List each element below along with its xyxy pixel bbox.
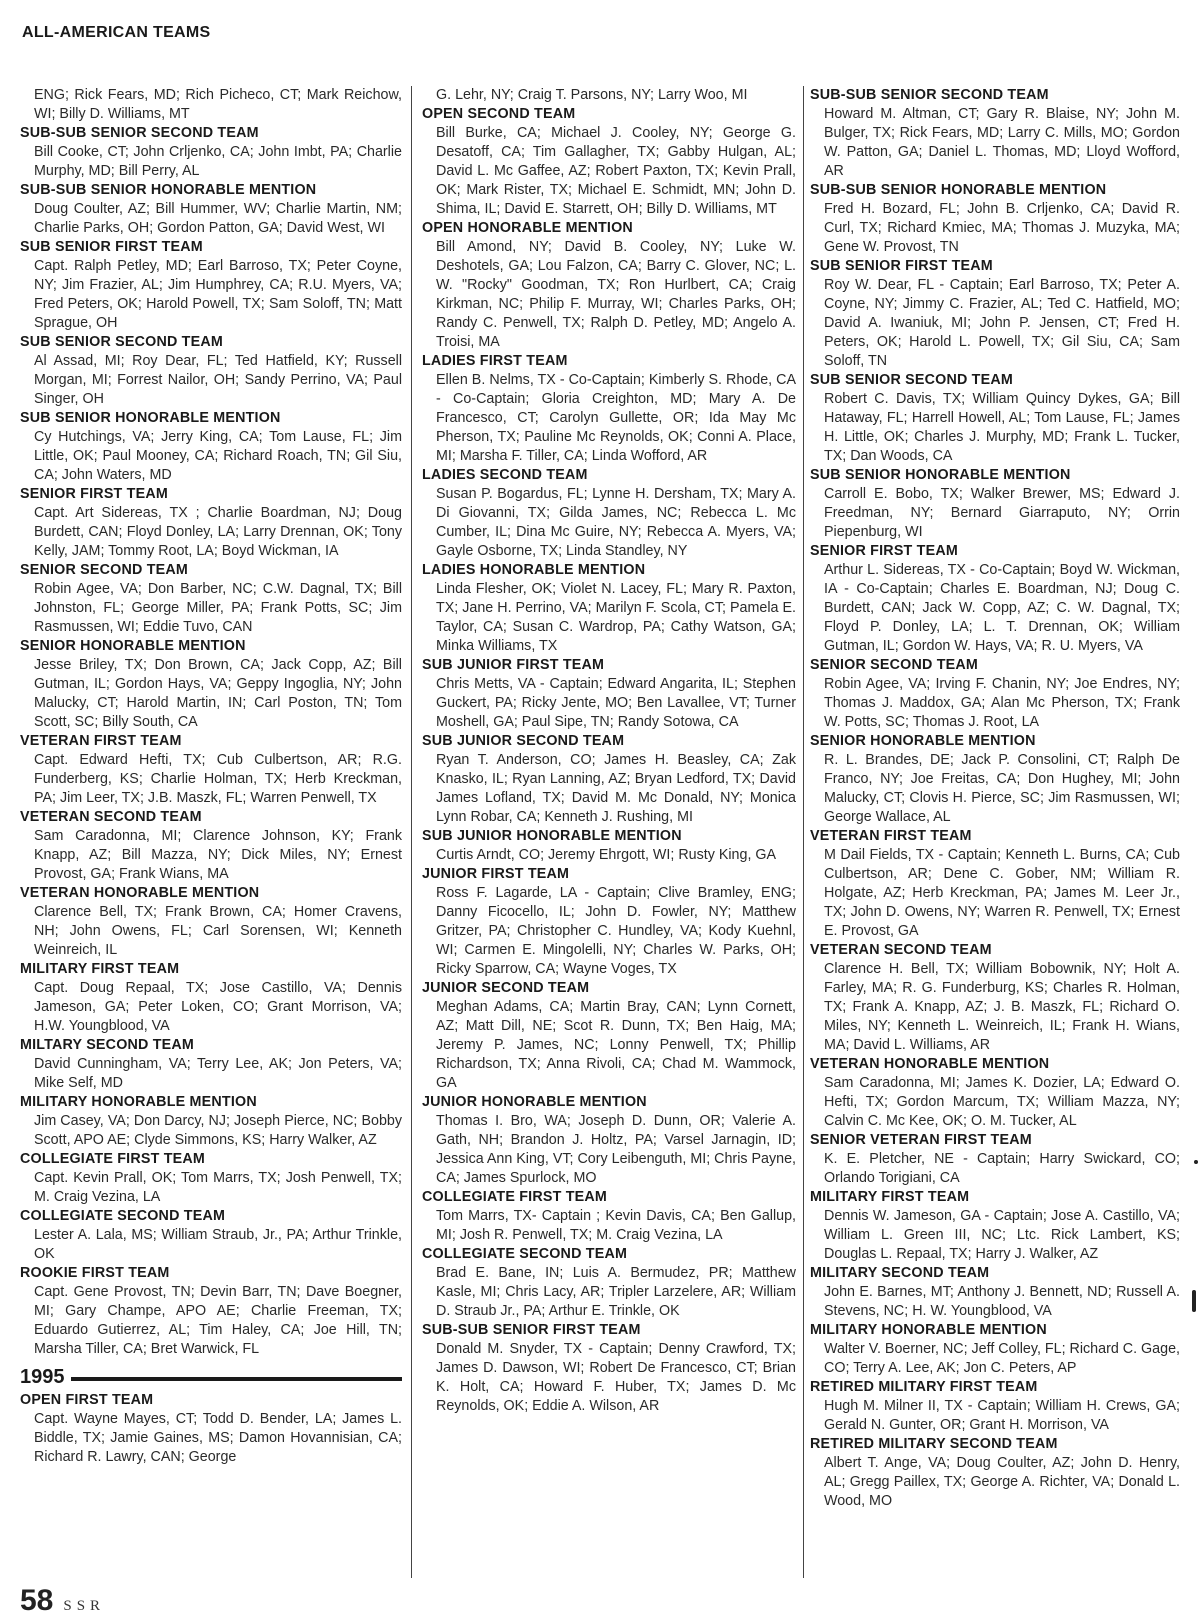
team-roster: Fred H. Bozard, FL; John B. Crljenko, CA; David R. Curl, TX; Richard Kmiec, MA; Thomas J. Muzyka, MA; Gene W. Provost, TN xyxy=(824,201,1180,255)
team-section xyxy=(422,1245,796,1321)
year-rule xyxy=(71,1377,403,1381)
team-roster: Brad E. Bane, IN; Luis A. Bermudez, PR; Matthew Kasle, MI; Chris Lacy, AR; Tripler Larzelere, AR; William D. Straub Jr., PA; Arthur E. Trinkle, OK xyxy=(436,1265,796,1319)
column-divider xyxy=(411,86,412,1578)
team-roster: Capt. Art Sidereas, TX ; Charlie Boardman, NJ; Doug Burdett, CAN; Floyd Donley, LA; Larry Drennan, OK; Tony Kelly, JAM; Tommy Root, LA; Boyd Wickman, IA xyxy=(34,505,402,559)
team-section xyxy=(810,827,1180,941)
team-section xyxy=(422,1188,796,1245)
team-heading: SUB SENIOR FIRST TEAM xyxy=(810,258,993,274)
team-heading: JUNIOR SECOND TEAM xyxy=(422,980,590,996)
team-heading: SENIOR FIRST TEAM xyxy=(20,486,168,502)
edge-mark xyxy=(1194,1160,1198,1164)
team-heading: VETERAN FIRST TEAM xyxy=(810,828,972,844)
team-heading: SUB-SUB SENIOR HONORABLE MENTION xyxy=(810,182,1107,198)
team-roster: Robin Agee, VA; Don Barber, NC; C.W. Dagnal, TX; Bill Johnston, FL; George Miller, PA; Frank Potts, SC; Jim Rasmussen, WI; Eddie Tuvo, CAN xyxy=(34,581,402,635)
team-heading: SENIOR HONORABLE MENTION xyxy=(20,638,246,654)
team-section xyxy=(810,181,1180,257)
column-divider xyxy=(803,86,804,1578)
team-roster: Thomas I. Bro, WA; Joseph D. Dunn, OR; Valerie A. Gath, NH; Brandon J. Holtz, PA; Varsel Jarnagin, ID; Jessica Ann King, VT; Cory Leibenguth, MI; Chris Payne, CA; James Spurlock, MO xyxy=(436,1113,796,1186)
team-roster: Arthur L. Sidereas, TX - Co-Captain; Boyd W. Wickman, IA - Co-Captain; Charles E. Boardman, NJ; Doug C. Burdett, CAN; Jack W. Copp, AZ; C. W. Dagnal, TX; Floyd P. Donley, LA; L. T. Drennan, OK; William Gutman, IL; Gordon W. Hays, VA; R. U. Myers, VA xyxy=(824,562,1180,654)
team-heading: MILTARY SECOND TEAM xyxy=(20,1037,195,1053)
team-roster: Capt. Doug Repaal, TX; Jose Castillo, VA; Dennis Jameson, GA; Peter Loken, CO; Grant Morrison, VA; H.W. Youngblood, VA xyxy=(34,980,402,1034)
team-roster: Bill Burke, CA; Michael J. Cooley, NY; George G. Desatoff, CA; Tim Gallagher, TX; Gabby Hulgan, AL; David L. Mc Gaffee, AZ; Robert Paxton, TX; Kevin Prall, OK; Mark Rister, TX; Michael E. Schmidt, MN; John D. Shima, IL; David E. Starrett, OH; Billy D. Williams, MT xyxy=(436,125,796,217)
team-heading: MILITARY FIRST TEAM xyxy=(810,1189,970,1205)
team-heading: MILITARY HONORABLE MENTION xyxy=(810,1322,1047,1338)
team-heading: VETERAN HONORABLE MENTION xyxy=(810,1056,1050,1072)
team-roster: Bill Amond, NY; David B. Cooley, NY; Luke W. Deshotels, GA; Lou Falzon, CA; Barry C. Glover, NC; L. W. "Rocky" Goodman, TX; Ron Hurlbert, CA; Craig Kirkman, NC; Philip F. Murray, WI; Charles Parks, OH; Randy C. Penwell, TX; Ralph D. Petley, MD; Angelo A. Troisi, MA xyxy=(436,239,796,350)
team-section xyxy=(422,105,796,219)
team-roster: Tom Marrs, TX- Captain ; Kevin Davis, CA; Ben Gallup, MI; Josh R. Penwell, TX; M. Craig Vezina, LA xyxy=(436,1208,796,1243)
team-roster: Lester A. Lala, MS; William Straub, Jr., PA; Arthur Trinkle, OK xyxy=(34,1227,402,1262)
team-heading: SENIOR VETERAN FIRST TEAM xyxy=(810,1132,1032,1148)
team-section xyxy=(20,181,402,238)
team-section xyxy=(422,219,796,352)
team-section xyxy=(422,865,796,979)
team-roster: Capt. Ralph Petley, MD; Earl Barroso, TX; Peter Coyne, NY; Jim Frazier, AL; Jim Humphrey, CA; R.U. Myers, VA; Fred Peters, OK; Harold Powell, TX; Sam Soloff, TN; Matt Sprague, OH xyxy=(34,258,402,331)
team-heading: SENIOR FIRST TEAM xyxy=(810,543,958,559)
team-roster: Walter V. Boerner, NC; Jeff Colley, FL; Richard C. Gage, CO; Terry A. Lee, AK; Jon C. Peters, AP xyxy=(824,1341,1180,1376)
team-heading: SENIOR HONORABLE MENTION xyxy=(810,733,1036,749)
team-section xyxy=(422,1093,796,1188)
team-roster: Dennis W. Jameson, GA - Captain; Jose A. Castillo, VA; William L. Green III, NC; Ltc. Rick Lambert, KS; Douglas L. Repaal, TX; Harry J. Walker, AZ xyxy=(824,1208,1180,1262)
team-section xyxy=(810,1055,1180,1131)
team-roster: Doug Coulter, AZ; Bill Hummer, WV; Charlie Martin, NM; Charlie Parks, OH; Gordon Patton, GA; David West, WI xyxy=(34,201,402,236)
team-section xyxy=(810,1378,1180,1435)
team-roster: Capt. Wayne Mayes, CT; Todd D. Bender, LA; James L. Biddle, TX; Jamie Gaines, MS; Damon Hovannisian, CA; Richard R. Lawry, CAN; George xyxy=(34,1411,402,1465)
team-section xyxy=(422,827,796,865)
team-heading: COLLEGIATE FIRST TEAM xyxy=(422,1189,608,1205)
team-roster: Cy Hutchings, VA; Jerry King, CA; Tom Lause, FL; Jim Little, OK; Paul Mooney, CA; Richard Roach, TN; Gil Siu, CA; John Waters, MD xyxy=(34,429,402,483)
team-section xyxy=(422,979,796,1093)
team-heading: SUB SENIOR SECOND TEAM xyxy=(810,372,1013,388)
team-roster: Clarence H. Bell, TX; William Bobownik, NY; Holt A. Farley, MA; R. G. Funderburg, KS; Charles R. Holman, TX; Frank A. Knapp, AZ; J. B. Maszk, FL; Richard O. Miles, NY; Kenneth L. Weinreich, IL; Frank H. Wians, MA; David L. Williams, AR xyxy=(824,961,1180,1053)
team-section xyxy=(20,1036,402,1093)
team-heading: OPEN SECOND TEAM xyxy=(422,106,576,122)
team-heading: SUB SENIOR HONORABLE MENTION xyxy=(20,410,281,426)
team-section xyxy=(20,1207,402,1264)
team-section xyxy=(810,656,1180,732)
team-heading: LADIES FIRST TEAM xyxy=(422,353,568,369)
team-section xyxy=(422,561,796,656)
team-section xyxy=(20,409,402,485)
column-2 xyxy=(422,86,796,1584)
team-section xyxy=(810,86,1180,181)
team-section xyxy=(20,884,402,960)
team-section xyxy=(422,86,796,105)
team-heading: RETIRED MILITARY SECOND TEAM xyxy=(810,1436,1058,1452)
team-section xyxy=(20,485,402,561)
team-roster: Capt. Kevin Prall, OK; Tom Marrs, TX; Josh Penwell, TX; M. Craig Vezina, LA xyxy=(34,1170,402,1205)
team-section xyxy=(810,1264,1180,1321)
team-heading: SUB JUNIOR SECOND TEAM xyxy=(422,733,625,749)
team-section xyxy=(810,371,1180,466)
team-roster: Ellen B. Nelms, TX - Co-Captain; Kimberly S. Rhode, CA - Co-Captain; Gloria Creighton, MD; Mary A. De Francesco, CT; Carolyn Gullette, OR; Ida May Mc Pherson, TX; Pauline Mc Reynolds, OK; Conni A. Place, MI; Marsha F. Tiller, CA; Linda Wofford, AR xyxy=(436,372,796,464)
team-section xyxy=(810,732,1180,827)
team-roster: David Cunningham, VA; Terry Lee, AK; Jon Peters, VA; Mike Self, MD xyxy=(34,1056,402,1091)
team-heading: COLLEGIATE SECOND TEAM xyxy=(20,1208,226,1224)
team-section xyxy=(810,1435,1180,1511)
team-section xyxy=(20,960,402,1036)
team-section xyxy=(20,1264,402,1359)
team-roster: Donald M. Snyder, TX - Captain; Denny Crawford, TX; James D. Dawson, WI; Robert De Francesco, CT; Brian K. Holt, CA; Howard F. Huber, TX; James D. Mc Reynolds, OK; Eddie A. Wilson, AR xyxy=(436,1341,796,1414)
team-roster: Howard M. Altman, CT; Gary R. Blaise, NY; John M. Bulger, TX; Rick Fears, MD; Larry C. Mills, MO; Gordon W. Patton, GA; Daniel L. Thomas, MD; Lloyd Wofford, AR xyxy=(824,106,1180,179)
team-roster: G. Lehr, NY; Craig T. Parsons, NY; Larry Woo, MI xyxy=(436,87,748,103)
team-heading: SENIOR SECOND TEAM xyxy=(20,562,189,578)
team-section xyxy=(20,1391,402,1467)
team-roster: Ryan T. Anderson, CO; James H. Beasley, CA; Zak Knasko, IL; Ryan Lanning, AZ; Bryan Ledford, TX; David James Lofland, TX; David M. Mc Donald, NY; Monica Lynn Robar, CA; Kenneth J. Rushing, MI xyxy=(436,752,796,825)
column-3 xyxy=(810,86,1180,1584)
team-section xyxy=(20,86,402,124)
team-roster: R. L. Brandes, DE; Jack P. Consolini, CT; Ralph De Franco, NY; Joe Freitas, CA; Don Hughey, MI; John Malucky, CT; Clovis H. Pierce, SC; Jim Rasmussen, WI; George Wallace, AL xyxy=(824,752,1180,825)
page-footer xyxy=(20,1584,105,1618)
team-section xyxy=(20,808,402,884)
team-heading: ROOKIE FIRST TEAM xyxy=(20,1265,170,1281)
team-section xyxy=(422,1321,796,1416)
team-heading: VETERAN FIRST TEAM xyxy=(20,733,182,749)
team-section xyxy=(20,124,402,181)
team-section xyxy=(20,561,402,637)
team-heading: JUNIOR FIRST TEAM xyxy=(422,866,570,882)
edge-mark xyxy=(1192,1290,1196,1312)
team-section xyxy=(20,1150,402,1207)
team-roster: M Dail Fields, TX - Captain; Kenneth L. Burns, CA; Cub Culbertson, AR; Dene C. Gober, NM; William R. Holgate, AZ; Herb Kreckman, PA; James M. Leer Jr., TX; John D. Owens, NY; Warren R. Penwell, TX; Ernest E. Provost, GA xyxy=(824,847,1180,939)
team-section xyxy=(810,1321,1180,1378)
team-heading: OPEN HONORABLE MENTION xyxy=(422,220,633,236)
team-roster: Robin Agee, VA; Irving F. Chanin, NY; Joe Endres, NY; Thomas J. Maddox, GA; Alan Mc Pherson, TX; Frank W. Potts, SC; Thomas J. Root, LA xyxy=(824,676,1180,730)
team-heading: SUB-SUB SENIOR SECOND TEAM xyxy=(20,125,259,141)
team-roster: Susan P. Bogardus, FL; Lynne H. Dersham, TX; Mary A. Di Giovanni, TX; Gilda James, NC; Rebecca L. Mc Cumber, IL; Dina Mc Guire, NY; Rebecca A. Myers, VA; Gayle Osborne, TX; Linda Standley, NY xyxy=(436,486,796,559)
year-label: 1995 xyxy=(20,1366,65,1388)
team-section xyxy=(810,466,1180,542)
team-heading: SUB JUNIOR HONORABLE MENTION xyxy=(422,828,682,844)
team-section xyxy=(810,941,1180,1055)
team-heading: COLLEGIATE FIRST TEAM xyxy=(20,1151,206,1167)
team-roster: Meghan Adams, CA; Martin Bray, CAN; Lynn Cornett, AZ; Matt Dill, NE; Scot R. Dunn, TX; Ben Haig, MA; Jeremy P. James, NC; Lonny Penwell, TX; Phillip Richardson, TX; Anna Rivoli, CA; Chad M. Wammock, GA xyxy=(436,999,796,1091)
team-roster: K. E. Pletcher, NE - Captain; Harry Swickard, CO; Orlando Torigiani, CA xyxy=(824,1151,1180,1186)
team-section xyxy=(20,732,402,808)
team-heading: VETERAN SECOND TEAM xyxy=(20,809,202,825)
team-section xyxy=(810,542,1180,656)
team-heading: SUB SENIOR FIRST TEAM xyxy=(20,239,203,255)
team-section xyxy=(422,656,796,732)
column-1 xyxy=(20,86,402,1584)
team-heading: JUNIOR HONORABLE MENTION xyxy=(422,1094,647,1110)
team-roster: Jesse Briley, TX; Don Brown, CA; Jack Copp, AZ; Bill Gutman, IL; Gordon Hays, VA; Geppy Ingoglia, NY; John Malucky, CT; Harold Martin, IN; Carl Poston, TN; Tom Scott, SC; Billy South, CA xyxy=(34,657,402,730)
team-roster: ENG; Rick Fears, MD; Rich Picheco, CT; Mark Reichow, WI; Billy D. Williams, MT xyxy=(34,87,402,122)
team-heading: MILITARY FIRST TEAM xyxy=(20,961,180,977)
team-heading: VETERAN SECOND TEAM xyxy=(810,942,992,958)
team-roster: Jim Casey, VA; Don Darcy, NJ; Joseph Pierce, NC; Bobby Scott, APO AE; Clyde Simmons, KS; Harry Walker, AZ xyxy=(34,1113,402,1148)
team-heading: MILITARY HONORABLE MENTION xyxy=(20,1094,257,1110)
team-roster: Curtis Arndt, CO; Jeremy Ehrgott, WI; Rusty King, GA xyxy=(436,847,777,863)
team-heading: LADIES HONORABLE MENTION xyxy=(422,562,646,578)
team-section xyxy=(20,333,402,409)
team-roster: John E. Barnes, MT; Anthony J. Bennett, ND; Russell A. Stevens, NC; H. W. Youngblood, VA xyxy=(824,1284,1180,1319)
team-section xyxy=(20,238,402,333)
team-heading: MILITARY SECOND TEAM xyxy=(810,1265,990,1281)
team-heading: SUB-SUB SENIOR HONORABLE MENTION xyxy=(20,182,317,198)
team-roster: Clarence Bell, TX; Frank Brown, CA; Homer Cravens, NH; John Owens, FL; Carl Sorensen, WI; Kenneth Weinreich, IL xyxy=(34,904,402,958)
team-roster: Carroll E. Bobo, TX; Walker Brewer, MS; Edward J. Freedman, NY; Bernard Giarraputo, NY; Orrin Piepenburg, WI xyxy=(824,486,1180,540)
team-roster: Ross F. Lagarde, LA - Captain; Clive Bramley, ENG; Danny Ficocello, IL; John D. Fowler, NY; Matthew Gritzer, PA; Christopher C. Hundley, VA; Kody Kuehnl, WI; Carmen E. Mingolelli, NY; Charles W. Parks, OH; Ricky Sparrow, CA; Wayne Voges, TX xyxy=(436,885,796,977)
team-section xyxy=(810,1188,1180,1264)
team-roster: Albert T. Ange, VA; Doug Coulter, AZ; John D. Henry, AL; Gregg Paillex, TX; George A. Richter, VA; Donald L. Wood, MO xyxy=(824,1455,1180,1509)
team-heading: SUB JUNIOR FIRST TEAM xyxy=(422,657,605,673)
year-divider xyxy=(20,1365,402,1389)
team-roster: Capt. Edward Hefti, TX; Cub Culbertson, AR; R.G. Funderberg, KS; Charlie Holman, TX; Herb Kreckman, PA; Jim Leer, TX; J.B. Maszk, FL; Warren Penwell, TX xyxy=(34,752,402,806)
team-heading: OPEN FIRST TEAM xyxy=(20,1392,154,1408)
team-roster: Sam Caradonna, MI; James K. Dozier, LA; Edward O. Hefti, TX; Gordon Marcum, TX; William Mazza, NY; Calvin C. Mc Kee, OK; O. M. Tucker, AL xyxy=(824,1075,1180,1129)
team-roster: Sam Caradonna, MI; Clarence Johnson, KY; Frank Knapp, AZ; Bill Mazza, NY; Dick Miles, NY; Ernest Provost, GA; Frank Wians, MA xyxy=(34,828,402,882)
team-heading: SUB-SUB SENIOR SECOND TEAM xyxy=(810,87,1049,103)
team-heading: SUB SENIOR HONORABLE MENTION xyxy=(810,467,1071,483)
team-section xyxy=(810,257,1180,371)
page-header-title: ALL-AMERICAN TEAMS xyxy=(22,24,211,41)
magazine-name: SSR xyxy=(63,1598,106,1614)
team-section xyxy=(20,1093,402,1150)
team-heading: SUB-SUB SENIOR FIRST TEAM xyxy=(422,1322,641,1338)
team-heading: SENIOR SECOND TEAM xyxy=(810,657,979,673)
team-heading: SUB SENIOR SECOND TEAM xyxy=(20,334,223,350)
team-roster: Capt. Gene Provost, TN; Devin Barr, TN; Dave Boegner, MI; Gary Champe, APO AE; Charlie Freeman, TX; Eduardo Gutierrez, AL; Tim Haley, CA; Joe Hill, TN; Marsha Tiller, CA; Bret Warwick, FL xyxy=(34,1284,402,1357)
team-heading: LADIES SECOND TEAM xyxy=(422,467,588,483)
team-heading: COLLEGIATE SECOND TEAM xyxy=(422,1246,628,1262)
team-section xyxy=(422,466,796,561)
page-number: 58 xyxy=(20,1584,54,1617)
team-roster: Robert C. Davis, TX; William Quincy Dykes, GA; Bill Hataway, FL; Harrell Howell, AL; Tom Lause, FL; James H. Little, OK; Charles J. Murphy, MD; Frank L. Tucker, TX; Dan Woods, CA xyxy=(824,391,1180,464)
team-roster: Hugh M. Milner II, TX - Captain; William H. Crews, GA; Gerald N. Gunter, OR; Grant H. Morrison, VA xyxy=(824,1398,1180,1433)
team-roster: Bill Cooke, CT; John Crljenko, CA; John Imbt, PA; Charlie Murphy, MD; Bill Perry, AL xyxy=(34,144,402,179)
team-section xyxy=(422,352,796,466)
team-section xyxy=(422,732,796,827)
team-section xyxy=(20,637,402,732)
team-roster: Chris Metts, VA - Captain; Edward Angarita, IL; Stephen Guckert, PA; Ricky Jente, MO; Ben Lavallee, VT; Turner Moshell, GA; Paul Sipe, TN; Randy Sotowa, CA xyxy=(436,676,796,730)
team-roster: Linda Flesher, OK; Violet N. Lacey, FL; Mary R. Paxton, TX; Jane H. Perrino, VA; Marilyn F. Scola, CT; Pamela E. Taylor, CA; Susan C. Wardrop, PA; Cathy Watson, GA; Minka Williams, TX xyxy=(436,581,796,654)
team-roster: Al Assad, MI; Roy Dear, FL; Ted Hatfield, KY; Russell Morgan, MI; Forrest Nailor, OH; Sandy Perrino, VA; Paul Singer, OH xyxy=(34,353,402,407)
team-heading: RETIRED MILITARY FIRST TEAM xyxy=(810,1379,1038,1395)
team-section xyxy=(810,1131,1180,1188)
team-heading: VETERAN HONORABLE MENTION xyxy=(20,885,260,901)
team-roster: Roy W. Dear, FL - Captain; Earl Barroso, TX; Peter A. Coyne, NY; Jimmy C. Frazier, AL; Ted C. Hatfield, MO; David A. Iwaniuk, MI; John P. Jensen, CT; Fred H. Peters, OK; Harold L. Powell, TX; Gil Siu, CA; Sam Soloff, TN xyxy=(824,277,1180,369)
